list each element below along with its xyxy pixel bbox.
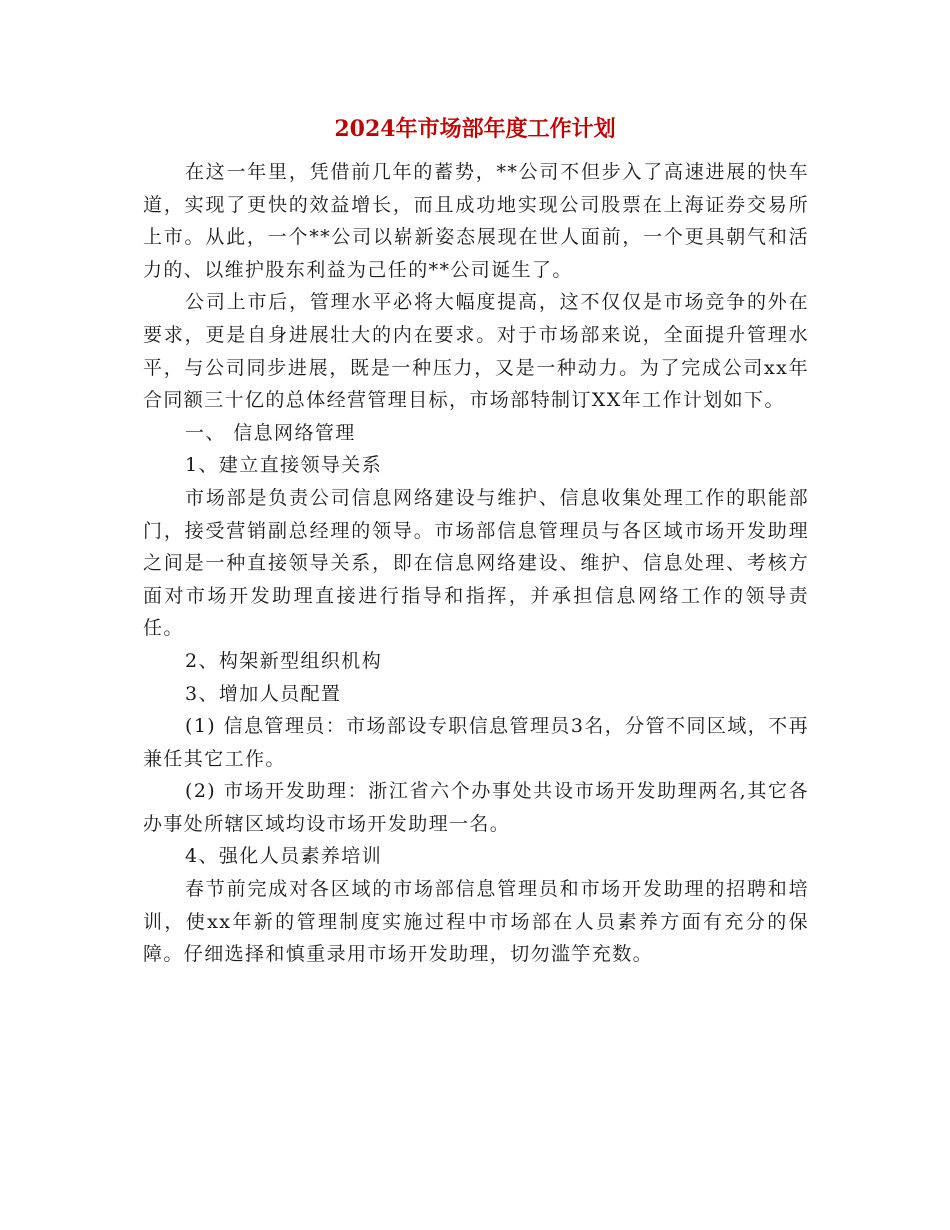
- subheading-2: 2、构架新型组织机构: [185, 649, 383, 672]
- subheading-3: 3、增加人员配置: [185, 682, 342, 705]
- paragraph-training: 春节前完成对各区域的市场部信息管理员和市场开发助理的招聘和培训，使xx年新的管理制度实施过程中市场部在人员素养方面有充分的保障。仔细选择和慎重录用市场开发助理，切勿滥竽充数。: [143, 878, 809, 966]
- subheading-4: 4、强化人员素养培训: [185, 845, 383, 868]
- section-heading-1: 一、 信息网络管理: [185, 421, 356, 444]
- paragraph-leadership: 市场部是负责公司信息网络建设与维护、信息收集处理工作的职能部门，接受营销副总经理的领导。市场部信息管理员与各区域市场开发助理之间是一种直接领导关系，即在信息网络建设、维护、信息处理、考核方面对市场开发助理直接进行指导和指挥，并承担信息网络工作的领导责任。: [143, 486, 809, 640]
- document-body: [143, 156, 809, 971]
- intro-paragraph-1: 在这一年里，凭借前几年的蓄势，**公司不但步入了高速进展的快车道，实现了更快的效益增长，而且成功地实现公司股票在上海证券交易所上市。从此，一个**公司以崭新姿态展现在世人面前，一个更具朝气和活力的、以维护股东利益为己任的**公司诞生了。: [143, 161, 809, 281]
- paragraph-staff-2: (2) 市场开发助理：浙江省六个办事处共设市场开发助理两名,其它各办事处所辖区域均设市场开发助理一名。: [143, 780, 809, 835]
- paragraph-staff-1: (1) 信息管理员：市场部设专职信息管理员3名，分管不同区域，不再兼任其它工作。: [143, 715, 809, 770]
- intro-paragraph-2: 公司上市后，管理水平必将大幅度提高，这不仅仅是市场竞争的外在要求，更是自身进展壮大的内在要求。对于市场部来说，全面提升管理水平，与公司同步进展，既是一种压力，又是一种动力。为了完成公司xx年合同额三十亿的总体经营管理目标，市场部特制订XX年工作计划如下。: [143, 291, 809, 412]
- subheading-1: 1、建立直接领导关系: [185, 454, 383, 477]
- document-title: 2024年市场部年度工作计划: [334, 116, 616, 142]
